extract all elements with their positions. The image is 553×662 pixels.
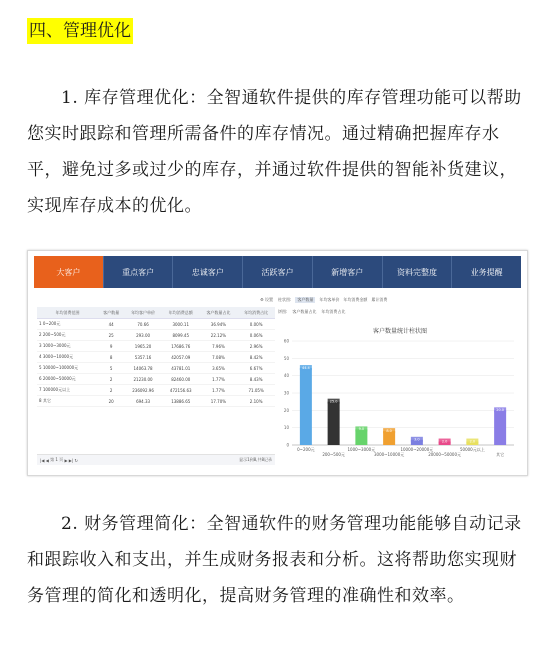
table-cell: 3000.11 (162, 319, 200, 330)
table-cell: 82460.00 (162, 374, 200, 385)
pie-type-tabs (278, 309, 345, 315)
data-table-panel (37, 295, 277, 469)
table-cell: 1.77% (200, 385, 238, 396)
data-label: 2.0 (441, 439, 448, 444)
table-cell: 293.00 (124, 330, 162, 341)
table-cell: 13886.65 (162, 396, 200, 407)
customer-table (37, 307, 275, 407)
x-tick-label: 20000~50000元 (428, 452, 462, 457)
y-tick-label: 60 (283, 338, 289, 344)
bar-chart (278, 333, 522, 467)
table-cell: 22.12% (200, 330, 238, 341)
table-cell: 20 (98, 396, 124, 407)
chart-panel (278, 295, 522, 469)
y-tick-label: 0 (286, 442, 289, 448)
tab-1[interactable]: 重点客户 (104, 256, 174, 288)
table-cell: 1 0~200元 (37, 319, 98, 330)
tab-5[interactable]: 资料完整度 (383, 256, 453, 288)
table-cell: 6 20000~50000元 (37, 374, 98, 385)
column-header[interactable]: 年均消费总额 (162, 307, 200, 319)
pie-filter-tab: 饼图: (278, 309, 288, 314)
table-cell: 17.70% (200, 396, 238, 407)
table-cell: 14063.78 (124, 363, 162, 374)
bar (494, 410, 506, 445)
chart-title: 客户数量统计柱状图 (372, 328, 427, 335)
table-row[interactable] (37, 363, 275, 374)
chart-filter-tab[interactable]: 客户数量 (297, 297, 314, 302)
chart-filter-tab[interactable]: 累计消费 (371, 297, 388, 302)
pagination-bar (37, 454, 275, 465)
table-cell: 7.96% (200, 341, 238, 352)
table-cell: 5357.16 (124, 352, 162, 363)
section-heading: 四、管理优化 (27, 18, 133, 44)
next-page-icon[interactable]: ▶ ▶| ↻ (64, 457, 78, 463)
table-cell: 36.94% (200, 319, 238, 330)
bar (355, 429, 367, 445)
table-cell: 2 200~500元 (37, 330, 98, 341)
table-cell: 8.43% (237, 374, 275, 385)
table-cell: 7.08% (200, 352, 238, 363)
table-cell: 5 10000~100000元 (37, 363, 98, 374)
table-cell: 2.96% (237, 341, 275, 352)
chart-filter-tab[interactable]: 年均客单价 (319, 297, 340, 302)
table-row[interactable] (37, 319, 275, 330)
table-row[interactable] (37, 396, 275, 407)
tab-0[interactable]: 大客户 (34, 256, 104, 288)
column-header[interactable]: 客户数量占比 (200, 307, 238, 319)
table-cell: 44 (98, 319, 124, 330)
x-tick-label: 0~200元 (297, 447, 315, 452)
paragraph-inventory: 1. 库存管理优化：全智通软件提供的库存管理功能可以帮助您实时跟踪和管理所需备件的库存情况。通过精确把握库存水平，避免过多或过少的库存，并通过软件提供的智能补货建议，实现库存成本的优化。 (27, 88, 522, 216)
table-cell: 5 (98, 363, 124, 374)
tab-3[interactable]: 活跃客户 (243, 256, 313, 288)
x-tick-label: 1000~3000元 (347, 447, 376, 452)
data-label: 3.0 (414, 437, 420, 442)
table-cell: 8 (98, 352, 124, 363)
table-cell: 6.67% (237, 363, 275, 374)
table-cell: 3 1000~3000元 (37, 341, 98, 352)
pie-filter-tab[interactable]: 年均消费占比 (321, 309, 346, 314)
bar (328, 402, 340, 445)
table-cell: 4 3000~10000元 (37, 352, 98, 363)
table-row[interactable] (37, 385, 275, 396)
column-header[interactable]: 年均消费范围 (37, 307, 98, 319)
data-label: 25.0 (329, 399, 338, 404)
table-cell: 70.66 (124, 319, 162, 330)
table-cell: 8099.45 (162, 330, 200, 341)
table-cell: 17686.76 (162, 341, 200, 352)
table-cell: 2 (98, 374, 124, 385)
x-tick-label: 200~500元 (322, 452, 345, 457)
table-row[interactable] (37, 374, 275, 385)
table-cell: 8.42% (237, 352, 275, 363)
table-cell: 43781.01 (162, 363, 200, 374)
column-header[interactable]: 年均消费占比 (237, 307, 275, 319)
column-header[interactable]: 年均客户单价 (124, 307, 162, 319)
data-label: 2.0 (469, 439, 476, 444)
table-cell: 2.10% (237, 396, 275, 407)
settings-button[interactable]: ⚙ 设置 (260, 297, 273, 302)
pie-filter-tab[interactable]: 客户数量占比 (292, 309, 317, 314)
table-row[interactable] (37, 352, 275, 363)
x-tick-label: 3000~10000元 (373, 452, 405, 457)
table-cell: 25 (98, 330, 124, 341)
table-cell: 8 其它 (37, 396, 98, 407)
data-label: 9.0 (358, 427, 365, 432)
tab-2[interactable]: 忠诚客户 (173, 256, 243, 288)
embedded-software-screenshot (27, 250, 528, 476)
table-cell: 71.05% (237, 385, 275, 396)
table-cell: 3.65% (200, 363, 238, 374)
table-row[interactable] (37, 330, 275, 341)
table-cell: 0.00% (237, 319, 275, 330)
table-cell: 9 (98, 341, 124, 352)
y-tick-label: 20 (283, 407, 289, 413)
x-tick-label: 10000~20000元 (400, 447, 434, 452)
tab-6[interactable]: 业务提醒 (452, 256, 521, 288)
chart-filter-tab[interactable]: 年均消费金额 (343, 297, 368, 302)
table-cell: 0.06% (237, 330, 275, 341)
y-tick-label: 10 (283, 425, 289, 431)
chart-filter-tab: 柱状图: (278, 297, 292, 302)
page-indicator: 第 1 页 (50, 457, 64, 462)
y-tick-label: 40 (283, 373, 289, 379)
chart-type-tabs (278, 297, 387, 303)
table-cell: 21230.00 (124, 374, 162, 385)
table-row[interactable] (37, 341, 275, 352)
table-cell: 7 100000元以上 (37, 385, 98, 396)
table-cell: 2 (98, 385, 124, 396)
record-summary: 显示1到8,共8记录 (239, 457, 272, 462)
y-tick-label: 50 (283, 355, 289, 361)
x-tick-label: 其它 (496, 452, 505, 457)
first-page-icon[interactable]: |◀ ◀ (40, 457, 49, 463)
table-cell: 236092.96 (124, 385, 162, 396)
customer-tab-bar (34, 256, 521, 288)
paragraph-finance: 2. 财务管理简化：全智通软件的财务管理功能能够自动记录和跟踪收入和支出，并生成财务报表和分析。这将帮助您实现财务管理的简化和透明化，提高财务管理的准确性和效率。 (27, 514, 522, 606)
column-header[interactable]: 客户数量 (98, 307, 124, 319)
table-cell: 1.77% (200, 374, 238, 385)
table-cell: 1965.20 (124, 341, 162, 352)
y-tick-label: 30 (283, 390, 289, 396)
x-tick-label: 50000元以上 (460, 447, 485, 452)
table-cell: 472156.63 (162, 385, 200, 396)
data-label: 8.0 (386, 428, 392, 433)
table-cell: 42057.09 (162, 352, 200, 363)
data-label: 20.0 (496, 408, 505, 413)
data-label: 44.4 (301, 365, 310, 370)
table-cell: 694.33 (124, 396, 162, 407)
tab-4[interactable]: 新增客户 (313, 256, 383, 288)
